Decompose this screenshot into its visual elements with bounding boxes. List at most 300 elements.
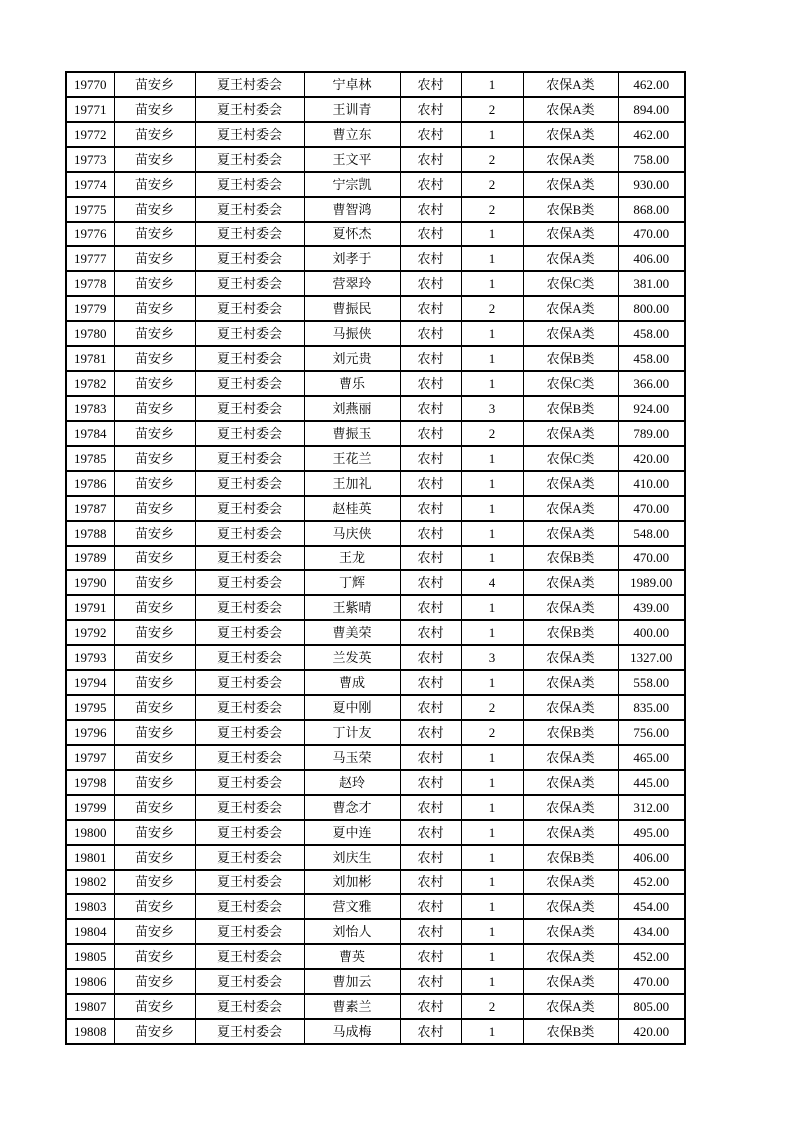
cell-residence-type: 农村 <box>400 720 461 745</box>
cell-village-committee: 夏王村委会 <box>195 222 304 247</box>
cell-insurance-category: 农保B类 <box>523 346 618 371</box>
cell-serial-number: 19797 <box>66 745 114 770</box>
cell-village-committee: 夏王村委会 <box>195 246 304 271</box>
cell-amount: 462.00 <box>618 72 685 97</box>
cell-amount: 434.00 <box>618 919 685 944</box>
cell-residence-type: 农村 <box>400 645 461 670</box>
cell-person-count: 2 <box>461 421 523 446</box>
cell-township: 苗安乡 <box>114 371 195 396</box>
table-body <box>66 72 685 1044</box>
cell-serial-number: 19788 <box>66 521 114 546</box>
cell-person-count: 1 <box>461 870 523 895</box>
cell-amount: 868.00 <box>618 197 685 222</box>
cell-person-count: 4 <box>461 570 523 595</box>
cell-insurance-category: 农保A类 <box>523 820 618 845</box>
cell-insurance-category: 农保B类 <box>523 620 618 645</box>
cell-village-committee: 夏王村委会 <box>195 745 304 770</box>
cell-serial-number: 19806 <box>66 969 114 994</box>
cell-township: 苗安乡 <box>114 820 195 845</box>
cell-insurance-category: 农保A类 <box>523 172 618 197</box>
table-row <box>66 720 685 745</box>
table-row <box>66 919 685 944</box>
cell-person-name: 曹念才 <box>304 795 400 820</box>
cell-township: 苗安乡 <box>114 1019 195 1044</box>
cell-serial-number: 19790 <box>66 570 114 595</box>
cell-residence-type: 农村 <box>400 695 461 720</box>
cell-amount: 406.00 <box>618 246 685 271</box>
cell-amount: 458.00 <box>618 321 685 346</box>
cell-village-committee: 夏王村委会 <box>195 570 304 595</box>
cell-insurance-category: 农保A类 <box>523 795 618 820</box>
cell-residence-type: 农村 <box>400 446 461 471</box>
cell-insurance-category: 农保B类 <box>523 1019 618 1044</box>
cell-person-count: 2 <box>461 695 523 720</box>
cell-amount: 462.00 <box>618 122 685 147</box>
cell-amount: 800.00 <box>618 296 685 321</box>
cell-residence-type: 农村 <box>400 72 461 97</box>
cell-person-count: 3 <box>461 645 523 670</box>
table-row <box>66 496 685 521</box>
cell-person-count: 1 <box>461 969 523 994</box>
cell-serial-number: 19795 <box>66 695 114 720</box>
cell-township: 苗安乡 <box>114 645 195 670</box>
cell-village-committee: 夏王村委会 <box>195 645 304 670</box>
table-row <box>66 994 685 1019</box>
cell-person-name: 丁辉 <box>304 570 400 595</box>
cell-amount: 470.00 <box>618 496 685 521</box>
table-row <box>66 670 685 695</box>
cell-person-name: 马庆侠 <box>304 521 400 546</box>
cell-township: 苗安乡 <box>114 770 195 795</box>
cell-amount: 458.00 <box>618 346 685 371</box>
cell-village-committee: 夏王村委会 <box>195 471 304 496</box>
cell-township: 苗安乡 <box>114 894 195 919</box>
cell-residence-type: 农村 <box>400 147 461 172</box>
cell-village-committee: 夏王村委会 <box>195 496 304 521</box>
cell-township: 苗安乡 <box>114 870 195 895</box>
cell-village-committee: 夏王村委会 <box>195 870 304 895</box>
cell-serial-number: 19776 <box>66 222 114 247</box>
cell-insurance-category: 农保A类 <box>523 770 618 795</box>
payment-roster-table <box>65 71 686 1045</box>
cell-amount: 924.00 <box>618 396 685 421</box>
cell-township: 苗安乡 <box>114 969 195 994</box>
cell-township: 苗安乡 <box>114 570 195 595</box>
cell-amount: 420.00 <box>618 446 685 471</box>
cell-insurance-category: 农保A类 <box>523 521 618 546</box>
cell-person-count: 1 <box>461 521 523 546</box>
cell-person-name: 刘怡人 <box>304 919 400 944</box>
cell-amount: 1327.00 <box>618 645 685 670</box>
table-row <box>66 321 685 346</box>
cell-village-committee: 夏王村委会 <box>195 296 304 321</box>
table-row <box>66 521 685 546</box>
cell-person-count: 2 <box>461 172 523 197</box>
cell-amount: 410.00 <box>618 471 685 496</box>
cell-person-count: 1 <box>461 346 523 371</box>
cell-amount: 465.00 <box>618 745 685 770</box>
cell-village-committee: 夏王村委会 <box>195 271 304 296</box>
cell-person-name: 营翠玲 <box>304 271 400 296</box>
cell-person-count: 2 <box>461 994 523 1019</box>
cell-serial-number: 19794 <box>66 670 114 695</box>
cell-person-count: 1 <box>461 321 523 346</box>
cell-amount: 445.00 <box>618 770 685 795</box>
table-row <box>66 246 685 271</box>
cell-serial-number: 19783 <box>66 396 114 421</box>
cell-insurance-category: 农保A类 <box>523 72 618 97</box>
cell-village-committee: 夏王村委会 <box>195 446 304 471</box>
cell-person-count: 1 <box>461 271 523 296</box>
cell-serial-number: 19782 <box>66 371 114 396</box>
cell-residence-type: 农村 <box>400 471 461 496</box>
cell-person-count: 1 <box>461 845 523 870</box>
cell-village-committee: 夏王村委会 <box>195 346 304 371</box>
cell-residence-type: 农村 <box>400 421 461 446</box>
cell-person-name: 王龙 <box>304 546 400 571</box>
cell-person-name: 王文平 <box>304 147 400 172</box>
table-row <box>66 222 685 247</box>
cell-insurance-category: 农保A类 <box>523 97 618 122</box>
cell-amount: 805.00 <box>618 994 685 1019</box>
cell-serial-number: 19786 <box>66 471 114 496</box>
cell-residence-type: 农村 <box>400 745 461 770</box>
cell-serial-number: 19808 <box>66 1019 114 1044</box>
cell-township: 苗安乡 <box>114 72 195 97</box>
cell-village-committee: 夏王村委会 <box>195 770 304 795</box>
cell-insurance-category: 农保C类 <box>523 371 618 396</box>
cell-person-count: 1 <box>461 894 523 919</box>
table-row <box>66 969 685 994</box>
cell-person-count: 1 <box>461 820 523 845</box>
table-row <box>66 271 685 296</box>
cell-person-name: 宁卓林 <box>304 72 400 97</box>
cell-insurance-category: 农保B类 <box>523 720 618 745</box>
cell-person-count: 1 <box>461 770 523 795</box>
cell-serial-number: 19801 <box>66 845 114 870</box>
cell-residence-type: 农村 <box>400 845 461 870</box>
cell-person-name: 曹素兰 <box>304 994 400 1019</box>
cell-residence-type: 农村 <box>400 570 461 595</box>
cell-amount: 470.00 <box>618 546 685 571</box>
table-row <box>66 894 685 919</box>
cell-person-count: 1 <box>461 795 523 820</box>
table-row <box>66 645 685 670</box>
cell-person-count: 1 <box>461 670 523 695</box>
cell-serial-number: 19773 <box>66 147 114 172</box>
cell-person-name: 刘庆生 <box>304 845 400 870</box>
cell-residence-type: 农村 <box>400 1019 461 1044</box>
cell-amount: 452.00 <box>618 870 685 895</box>
cell-insurance-category: 农保A类 <box>523 570 618 595</box>
cell-village-committee: 夏王村委会 <box>195 396 304 421</box>
cell-serial-number: 19807 <box>66 994 114 1019</box>
cell-amount: 454.00 <box>618 894 685 919</box>
cell-amount: 312.00 <box>618 795 685 820</box>
cell-person-name: 刘元贵 <box>304 346 400 371</box>
cell-insurance-category: 农保B类 <box>523 845 618 870</box>
cell-residence-type: 农村 <box>400 620 461 645</box>
cell-township: 苗安乡 <box>114 122 195 147</box>
cell-serial-number: 19800 <box>66 820 114 845</box>
cell-amount: 406.00 <box>618 845 685 870</box>
cell-residence-type: 农村 <box>400 919 461 944</box>
table-row <box>66 620 685 645</box>
cell-insurance-category: 农保A类 <box>523 695 618 720</box>
cell-residence-type: 农村 <box>400 346 461 371</box>
cell-insurance-category: 农保A类 <box>523 894 618 919</box>
cell-insurance-category: 农保A类 <box>523 147 618 172</box>
cell-serial-number: 19803 <box>66 894 114 919</box>
cell-village-committee: 夏王村委会 <box>195 371 304 396</box>
cell-serial-number: 19778 <box>66 271 114 296</box>
table-row <box>66 795 685 820</box>
cell-person-name: 曹立东 <box>304 122 400 147</box>
cell-village-committee: 夏王村委会 <box>195 521 304 546</box>
cell-person-count: 1 <box>461 919 523 944</box>
cell-insurance-category: 农保B类 <box>523 396 618 421</box>
cell-serial-number: 19799 <box>66 795 114 820</box>
table-row <box>66 595 685 620</box>
cell-township: 苗安乡 <box>114 222 195 247</box>
table-row <box>66 371 685 396</box>
cell-insurance-category: 农保A类 <box>523 944 618 969</box>
cell-serial-number: 19805 <box>66 944 114 969</box>
cell-amount: 930.00 <box>618 172 685 197</box>
cell-person-count: 1 <box>461 471 523 496</box>
cell-person-name: 曹乐 <box>304 371 400 396</box>
cell-person-name: 曹振玉 <box>304 421 400 446</box>
cell-village-committee: 夏王村委会 <box>195 421 304 446</box>
cell-insurance-category: 农保A类 <box>523 421 618 446</box>
cell-village-committee: 夏王村委会 <box>195 845 304 870</box>
cell-residence-type: 农村 <box>400 521 461 546</box>
cell-township: 苗安乡 <box>114 670 195 695</box>
cell-amount: 366.00 <box>618 371 685 396</box>
cell-serial-number: 19791 <box>66 595 114 620</box>
cell-serial-number: 19804 <box>66 919 114 944</box>
cell-person-name: 夏中连 <box>304 820 400 845</box>
cell-person-name: 马振侠 <box>304 321 400 346</box>
cell-insurance-category: 农保A类 <box>523 670 618 695</box>
table-row <box>66 820 685 845</box>
table-row <box>66 346 685 371</box>
cell-township: 苗安乡 <box>114 346 195 371</box>
cell-insurance-category: 农保A类 <box>523 296 618 321</box>
table-row <box>66 944 685 969</box>
table-row <box>66 296 685 321</box>
cell-person-count: 2 <box>461 197 523 222</box>
table-row <box>66 72 685 97</box>
cell-village-committee: 夏王村委会 <box>195 97 304 122</box>
cell-township: 苗安乡 <box>114 97 195 122</box>
cell-village-committee: 夏王村委会 <box>195 720 304 745</box>
cell-township: 苗安乡 <box>114 296 195 321</box>
cell-village-committee: 夏王村委会 <box>195 695 304 720</box>
cell-person-name: 曹美荣 <box>304 620 400 645</box>
cell-township: 苗安乡 <box>114 795 195 820</box>
cell-residence-type: 农村 <box>400 321 461 346</box>
cell-person-count: 1 <box>461 620 523 645</box>
cell-residence-type: 农村 <box>400 870 461 895</box>
cell-village-committee: 夏王村委会 <box>195 670 304 695</box>
cell-township: 苗安乡 <box>114 845 195 870</box>
cell-township: 苗安乡 <box>114 745 195 770</box>
cell-person-count: 1 <box>461 745 523 770</box>
cell-insurance-category: 农保A类 <box>523 745 618 770</box>
cell-person-count: 1 <box>461 122 523 147</box>
cell-township: 苗安乡 <box>114 944 195 969</box>
cell-amount: 789.00 <box>618 421 685 446</box>
cell-residence-type: 农村 <box>400 371 461 396</box>
cell-residence-type: 农村 <box>400 969 461 994</box>
cell-village-committee: 夏王村委会 <box>195 944 304 969</box>
table-row <box>66 471 685 496</box>
cell-person-name: 宁宗凯 <box>304 172 400 197</box>
cell-village-committee: 夏王村委会 <box>195 546 304 571</box>
cell-amount: 894.00 <box>618 97 685 122</box>
table-row <box>66 172 685 197</box>
cell-person-count: 1 <box>461 944 523 969</box>
cell-person-count: 1 <box>461 72 523 97</box>
table-row <box>66 870 685 895</box>
cell-person-count: 2 <box>461 720 523 745</box>
cell-residence-type: 农村 <box>400 396 461 421</box>
cell-amount: 400.00 <box>618 620 685 645</box>
cell-serial-number: 19774 <box>66 172 114 197</box>
cell-township: 苗安乡 <box>114 695 195 720</box>
cell-township: 苗安乡 <box>114 396 195 421</box>
table-row <box>66 770 685 795</box>
cell-person-name: 王紫晴 <box>304 595 400 620</box>
cell-township: 苗安乡 <box>114 172 195 197</box>
cell-township: 苗安乡 <box>114 321 195 346</box>
cell-insurance-category: 农保C类 <box>523 271 618 296</box>
cell-insurance-category: 农保B类 <box>523 197 618 222</box>
cell-insurance-category: 农保A类 <box>523 919 618 944</box>
cell-serial-number: 19779 <box>66 296 114 321</box>
cell-residence-type: 农村 <box>400 894 461 919</box>
table-row <box>66 197 685 222</box>
cell-residence-type: 农村 <box>400 197 461 222</box>
cell-residence-type: 农村 <box>400 271 461 296</box>
cell-serial-number: 19777 <box>66 246 114 271</box>
cell-residence-type: 农村 <box>400 595 461 620</box>
cell-serial-number: 19770 <box>66 72 114 97</box>
cell-serial-number: 19772 <box>66 122 114 147</box>
cell-person-name: 兰发英 <box>304 645 400 670</box>
cell-serial-number: 19780 <box>66 321 114 346</box>
cell-township: 苗安乡 <box>114 546 195 571</box>
cell-township: 苗安乡 <box>114 421 195 446</box>
cell-residence-type: 农村 <box>400 122 461 147</box>
cell-village-committee: 夏王村委会 <box>195 321 304 346</box>
cell-person-name: 曹智鸿 <box>304 197 400 222</box>
cell-amount: 470.00 <box>618 222 685 247</box>
cell-person-count: 3 <box>461 396 523 421</box>
cell-serial-number: 19784 <box>66 421 114 446</box>
cell-residence-type: 农村 <box>400 770 461 795</box>
cell-insurance-category: 农保A类 <box>523 471 618 496</box>
cell-person-count: 2 <box>461 296 523 321</box>
table-row <box>66 421 685 446</box>
cell-person-name: 王花兰 <box>304 446 400 471</box>
cell-person-name: 曹成 <box>304 670 400 695</box>
cell-person-name: 王训青 <box>304 97 400 122</box>
table-row <box>66 546 685 571</box>
cell-person-count: 1 <box>461 222 523 247</box>
cell-insurance-category: 农保A类 <box>523 246 618 271</box>
cell-village-committee: 夏王村委会 <box>195 795 304 820</box>
cell-township: 苗安乡 <box>114 595 195 620</box>
cell-amount: 452.00 <box>618 944 685 969</box>
cell-residence-type: 农村 <box>400 496 461 521</box>
cell-township: 苗安乡 <box>114 446 195 471</box>
cell-person-name: 曹英 <box>304 944 400 969</box>
cell-township: 苗安乡 <box>114 246 195 271</box>
cell-serial-number: 19792 <box>66 620 114 645</box>
cell-residence-type: 农村 <box>400 795 461 820</box>
cell-insurance-category: 农保A类 <box>523 595 618 620</box>
cell-person-name: 夏怀杰 <box>304 222 400 247</box>
cell-village-committee: 夏王村委会 <box>195 894 304 919</box>
cell-amount: 495.00 <box>618 820 685 845</box>
cell-serial-number: 19796 <box>66 720 114 745</box>
cell-insurance-category: 农保A类 <box>523 321 618 346</box>
cell-residence-type: 农村 <box>400 246 461 271</box>
cell-insurance-category: 农保A类 <box>523 645 618 670</box>
cell-township: 苗安乡 <box>114 496 195 521</box>
cell-township: 苗安乡 <box>114 994 195 1019</box>
cell-residence-type: 农村 <box>400 172 461 197</box>
cell-serial-number: 19775 <box>66 197 114 222</box>
cell-township: 苗安乡 <box>114 919 195 944</box>
cell-residence-type: 农村 <box>400 222 461 247</box>
cell-serial-number: 19793 <box>66 645 114 670</box>
cell-village-committee: 夏王村委会 <box>195 919 304 944</box>
cell-village-committee: 夏王村委会 <box>195 72 304 97</box>
cell-person-name: 刘加彬 <box>304 870 400 895</box>
cell-person-count: 1 <box>461 546 523 571</box>
cell-village-committee: 夏王村委会 <box>195 172 304 197</box>
cell-serial-number: 19781 <box>66 346 114 371</box>
cell-village-committee: 夏王村委会 <box>195 595 304 620</box>
cell-serial-number: 19798 <box>66 770 114 795</box>
cell-residence-type: 农村 <box>400 546 461 571</box>
table-row <box>66 122 685 147</box>
cell-residence-type: 农村 <box>400 820 461 845</box>
cell-person-name: 营文雅 <box>304 894 400 919</box>
cell-amount: 758.00 <box>618 147 685 172</box>
cell-village-committee: 夏王村委会 <box>195 620 304 645</box>
cell-person-name: 马成梅 <box>304 1019 400 1044</box>
cell-amount: 558.00 <box>618 670 685 695</box>
cell-township: 苗安乡 <box>114 521 195 546</box>
cell-insurance-category: 农保A类 <box>523 870 618 895</box>
cell-person-count: 1 <box>461 446 523 471</box>
table-row <box>66 1019 685 1044</box>
cell-person-count: 1 <box>461 246 523 271</box>
cell-insurance-category: 农保B类 <box>523 546 618 571</box>
cell-amount: 835.00 <box>618 695 685 720</box>
cell-amount: 439.00 <box>618 595 685 620</box>
cell-township: 苗安乡 <box>114 271 195 296</box>
table-row <box>66 147 685 172</box>
cell-township: 苗安乡 <box>114 720 195 745</box>
table-row <box>66 845 685 870</box>
cell-serial-number: 19787 <box>66 496 114 521</box>
cell-serial-number: 19789 <box>66 546 114 571</box>
